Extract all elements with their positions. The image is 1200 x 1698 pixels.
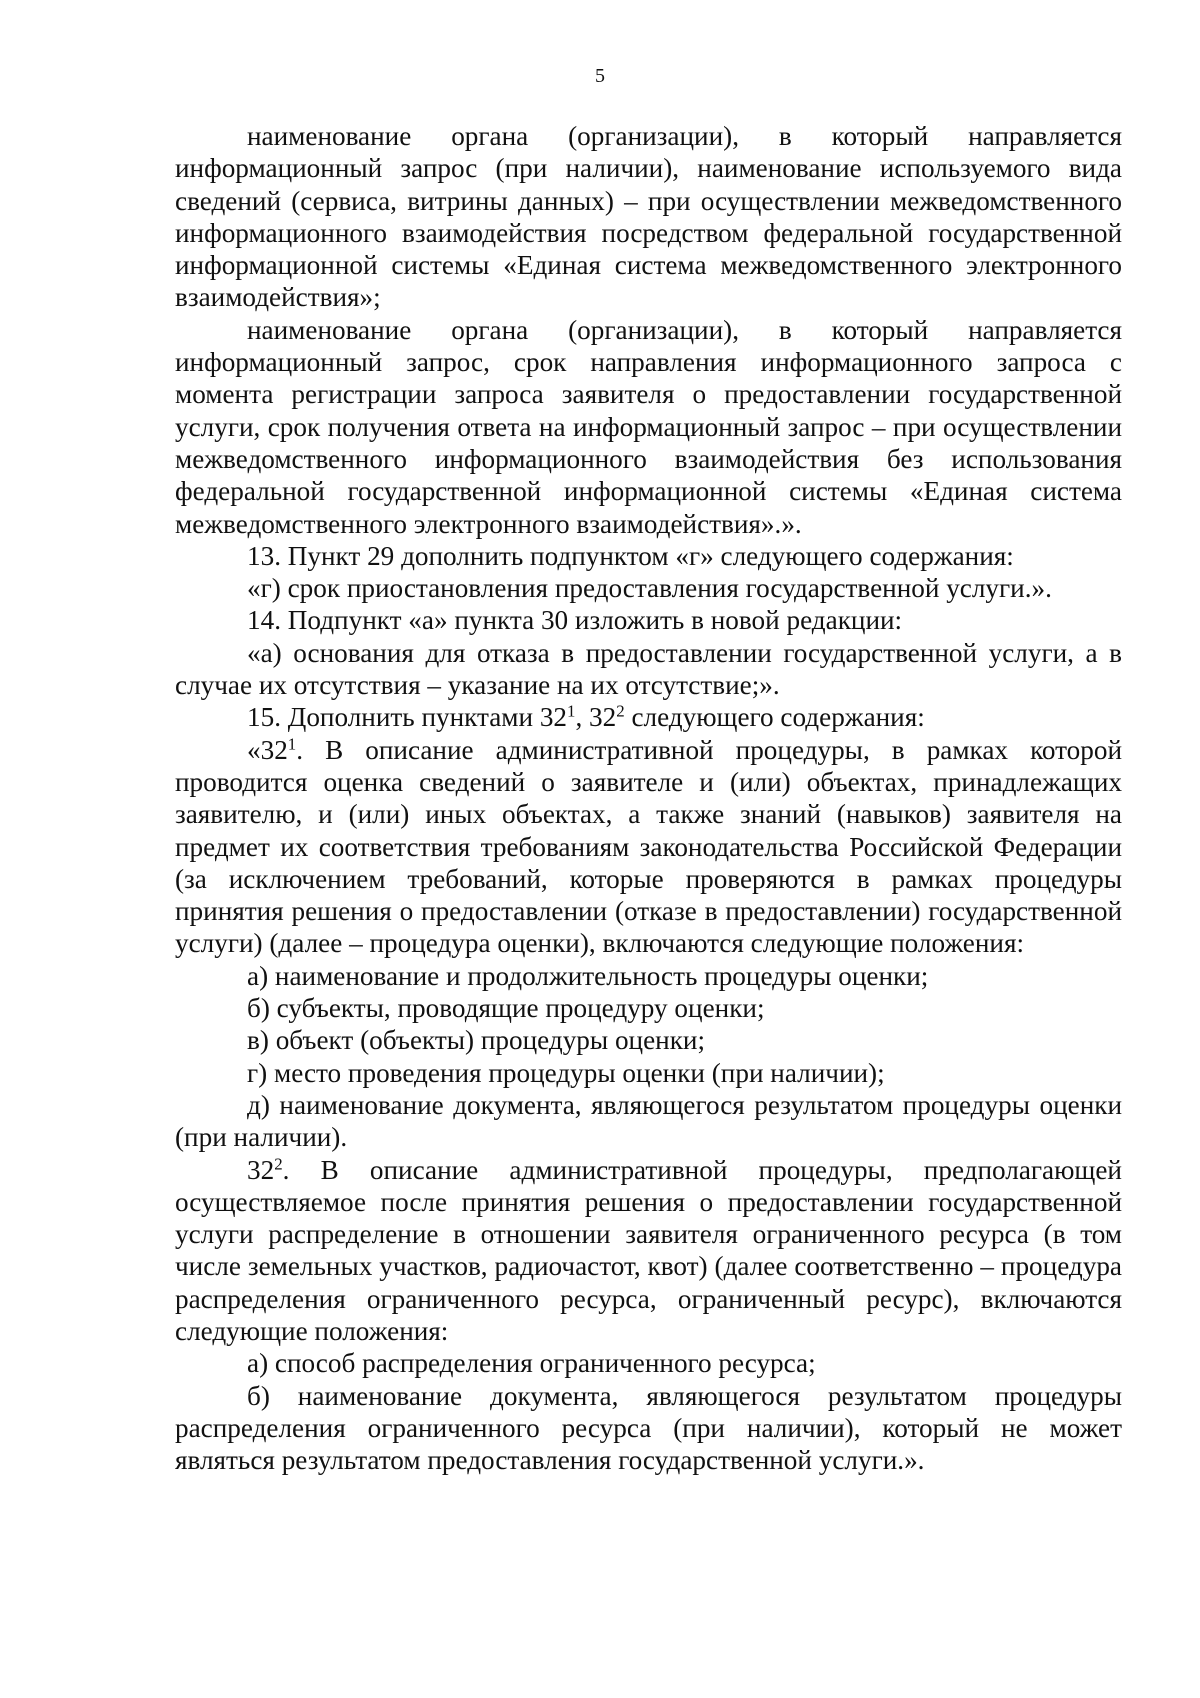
text-fragment: . В описание административной процедуры, в рамках которой проводится оценка сведений о заявителе и (или) объектах, принадлежащих заявителю, и (или) иных объектах, а также знаний (навыков) заявителя на предмет их соответствия требованиям законодательства Российской Федерации (за исключением требований, которые проверяются в рамках процедуры принятия решения о предоставлении (отказе в предоставлении) государственной услуги) (далее – процедура оценки), включаются следующие положения: (175, 734, 1122, 959)
text-fragment: , 32 (575, 702, 617, 733)
paragraph-item-13: 13. Пункт 29 дополнить подпунктом «г» следующего содержания: (247, 540, 1014, 571)
paragraph-resource-a: а) способ распределения ограниченного ресурса; (247, 1348, 816, 1379)
superscript: 2 (616, 702, 625, 722)
paragraph-subitem-a-refusal: «а) основания для отказа в предоставлении государственной услуги, а в случае их отсутствия – указание на их отсутствие;». (175, 637, 1122, 701)
text-fragment: «32 (247, 734, 288, 765)
paragraph-item-14: 14. Подпункт «а» пункта 30 изложить в новой редакции: (247, 605, 903, 636)
paragraph-list-v: в) объект (объекты) процедуры оценки; (247, 1025, 706, 1056)
text-fragment: . В описание административной процедуры, предполагающей осуществляемое после принятия решения о предоставлении государственной услуги распределение в отношении заявителя ограниченного ресурса (в том числе земельных участков, радиочастот, квот) (далее соответственно – процедура распределения ограниченного ресурса, ограниченный ресурс), включаются следующие положения: (175, 1154, 1122, 1346)
paragraph-resource-b: б) наименование документа, являющегося результатом процедуры распределения ограниченного ресурса (при наличии), который не может являться результатом предоставления государственной услуги.». (175, 1380, 1122, 1476)
document-body (175, 120, 1122, 1476)
superscript: 1 (567, 702, 576, 722)
paragraph-request-without-smev: наименование органа (организации), в который направляется информационный запрос, срок направления информационного запроса с момента регистрации запроса заявителя о предоставлении государственной услуги, срок получения ответа на информационный запрос – при осуществлении межведомственного информационного взаимодействия без использования федеральной государственной информационной системы «Единая система межведомственного электронного взаимодействия».». (175, 314, 1122, 539)
paragraph-list-g: г) место проведения процедуры оценки (при наличии); (247, 1057, 885, 1088)
paragraph-list-b: б) субъекты, проводящие процедуру оценки; (247, 993, 765, 1024)
paragraph-item-32-2 (175, 1154, 1122, 1348)
superscript: 2 (274, 1154, 283, 1174)
page-number: 5 (595, 65, 605, 87)
paragraph-item-32-1 (175, 734, 1122, 960)
paragraph-request-with-smev: наименование органа (организации), в который направляется информационный запрос (при наличии), наименование используемого вида сведений (сервиса, витрины данных) – при осуществлении межведомственного информационного взаимодействия посредством федеральной государственной информационной системы «Единая система межведомственного электронного взаимодействия»; (175, 121, 1122, 313)
paragraph-list-a: а) наименование и продолжительность процедуры оценки; (247, 960, 929, 991)
paragraph-list-d: д) наименование документа, являющегося результатом процедуры оценки (при наличии). (175, 1089, 1122, 1153)
paragraph-subitem-g: «г) срок приостановления предоставления государственной услуги.». (247, 573, 1052, 604)
paragraph-item-15 (175, 701, 1122, 733)
text-fragment: 15. Дополнить пунктами 32 (247, 702, 568, 733)
superscript: 1 (287, 734, 297, 754)
text-fragment: следующего содержания: (624, 702, 925, 733)
text-fragment: 32 (247, 1154, 275, 1185)
